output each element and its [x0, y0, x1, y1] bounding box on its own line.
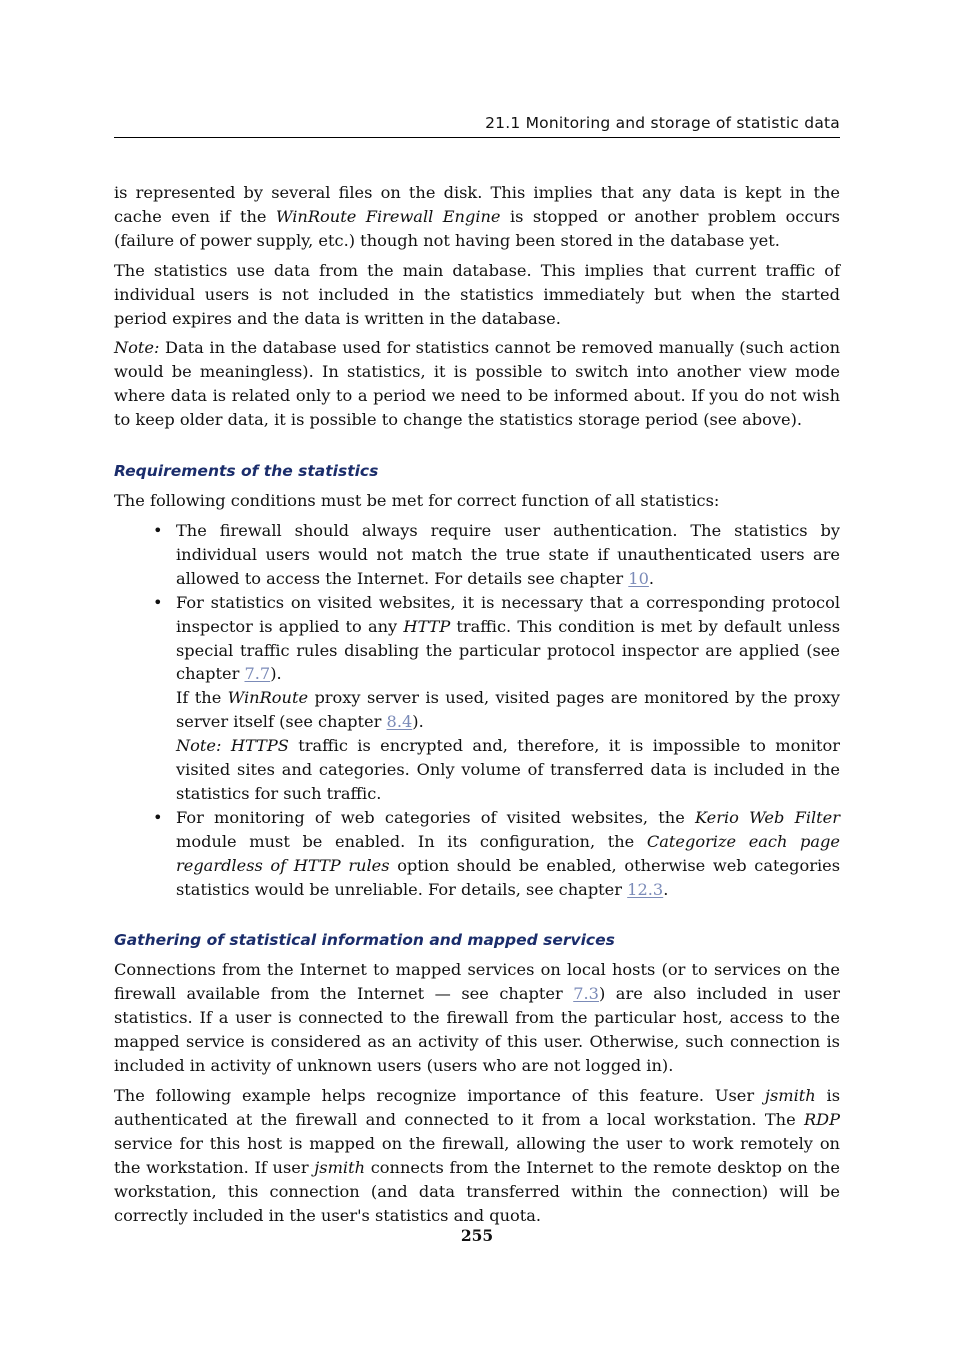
paragraph-cache: is represented by several files on the disk. This implies that any data is kept in the cache even if the WinRoute Firewall Engine is stopped or another problem occurs (failure of power supply, etc.) though not having been stored in the database yet. — [114, 183, 840, 250]
product-name: WinRoute Firewall Engine — [275, 206, 501, 226]
header-rule — [114, 137, 840, 138]
bullet: • — [153, 520, 163, 540]
bullet: • — [153, 592, 163, 612]
note-label: Note: — [114, 338, 160, 358]
requirements-list — [114, 519, 840, 902]
list-item: • For monitoring of web categories of visited websites, the Kerio Web Filter module must be enabled. In its configuration, the Categorize each page regardless of HTTP rules option should be enabled, otherwise web categories statistics would be unreliable. For details, see chapter 12.3. — [153, 807, 841, 899]
body-text — [114, 181, 840, 1233]
chapter-link-7-3[interactable]: 7.3 — [573, 984, 599, 1004]
section-heading-requirements: Requirements of the statistics — [114, 462, 379, 481]
list-item-subparagraph: If the WinRoute proxy server is used, visited pages are monitored by the proxy server itself (see chapter 8.4). — [176, 688, 840, 732]
chapter-link-7-7[interactable]: 7.7 — [244, 664, 271, 684]
running-header: 21.1 Monitoring and storage of statistic data — [485, 114, 840, 132]
list-item-note: Note: HTTPS traffic is encrypted and, therefore, it is impossible to monitor visited sites and categories. Only volume of transferred data is included in the statistics for such traffic. — [176, 736, 840, 803]
paragraph-example: The following example helps recognize importance of this feature. User jsmith is authenticated at the firewall and connected to it from a local workstation. The RDP service for this host is mapped on the firewall, allowing the user to work remotely on the workstation. If user jsmith connects from the Internet to the remote desktop on the workstation, this connection (and data transferred within the connection) will be correctly included in the user's statistics and quota. — [114, 1086, 840, 1225]
requirements-intro: The following conditions must be met for correct function of all statistics: — [114, 491, 720, 511]
paragraph-mapped-connections: Connections from the Internet to mapped services on local hosts (or to services on the firewall available from the Internet — see chapter 7.3) are also included in user statistics. If a user is connected to the firewall from the particular host, access to the mapped service is considered as an activity of this user. Otherwise, such connection is included in activity of unknown users (users who are not logged in). — [114, 960, 840, 1076]
chapter-link-8-4[interactable]: 8.4 — [386, 712, 413, 732]
list-item — [153, 591, 840, 806]
section-heading-mapped-services: Gathering of statistical information and mapped services — [114, 931, 615, 950]
list-item-text: For statistics on visited websites, it is necessary that a corresponding protocol inspector is applied to any HTTP traffic. This condition is met by default unless special traffic rules disabling the particular protocol inspector are applied (see chapter 7.7). — [176, 592, 840, 684]
list-item: • The firewall should always require user authentication. The statistics by individual users would not match the true state if unauthenticated users are allowed to access the Internet. For details see chapter 10. — [153, 520, 840, 588]
paragraph-main-database: The statistics use data from the main database. This implies that current traffic of individual users is not included in the statistics immediately but when the started period expires and the data is written in the database. — [114, 260, 840, 328]
chapter-link-12-3[interactable]: 12.3 — [627, 879, 664, 899]
bullet: • — [153, 807, 163, 827]
paragraph-note: Note: Data in the database used for statistics cannot be removed manually (such action would be meaningless). In statistics, it is possible to switch into another view mode where data is related only to a period we need to be informed about. If you do not wish to keep older data, it is possible to change the statistics storage period (see above). — [114, 338, 840, 430]
chapter-link-10[interactable]: 10 — [628, 568, 649, 588]
page-number: 255 — [460, 1226, 494, 1245]
